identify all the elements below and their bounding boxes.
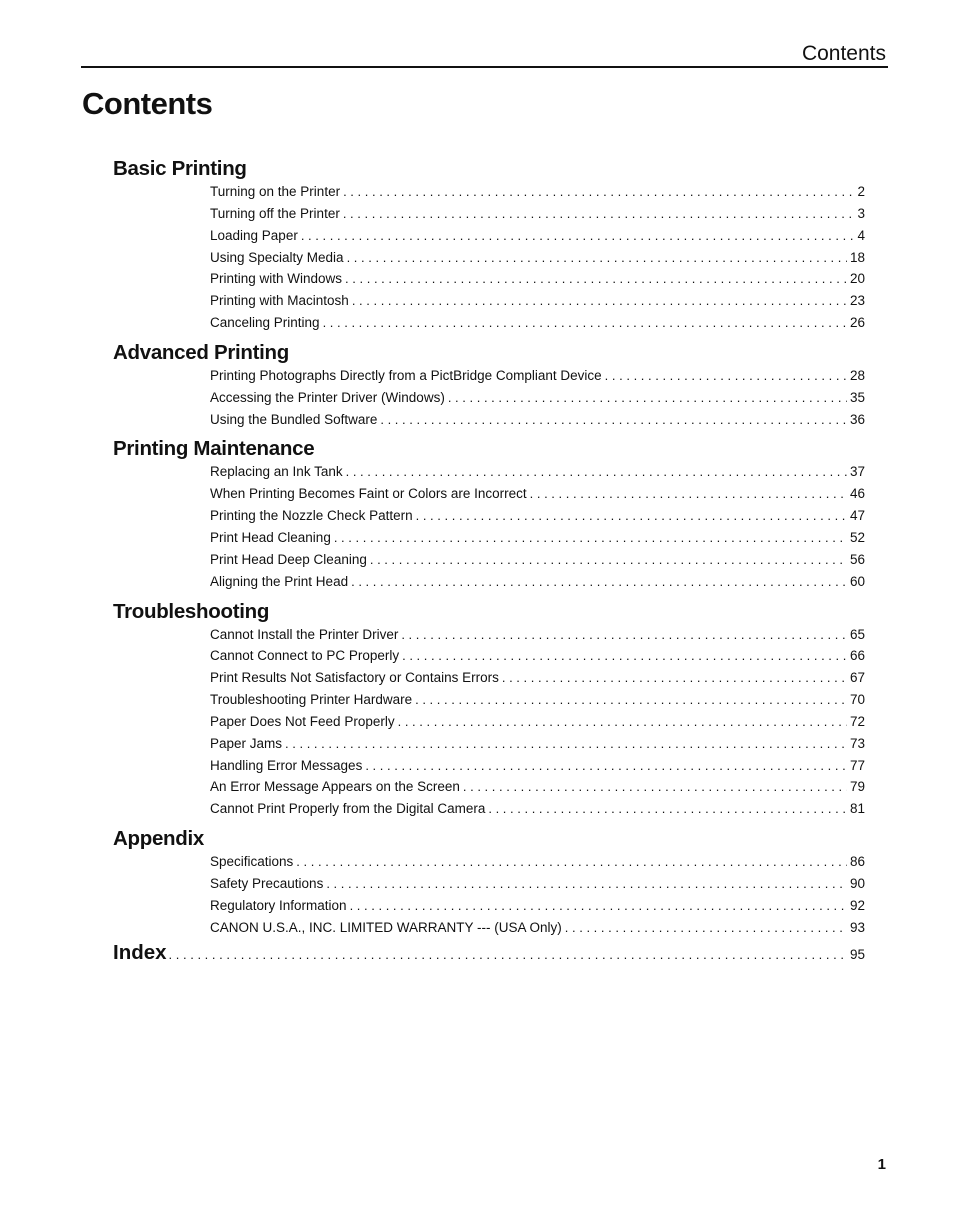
running-header: Contents	[801, 42, 886, 65]
entry-page-number: 52	[849, 529, 865, 545]
entry-label: Specifications	[210, 854, 294, 870]
toc-entry[interactable]	[210, 624, 865, 646]
index-page-number: 95	[849, 947, 865, 963]
entry-label: Cannot Connect to PC Properly	[210, 648, 400, 664]
dot-leader	[415, 689, 847, 711]
dot-leader	[401, 624, 847, 646]
dot-leader	[488, 798, 847, 820]
toc-entry[interactable]	[210, 755, 865, 777]
entry-label: Loading Paper	[210, 227, 298, 243]
toc-entry[interactable]	[210, 667, 865, 689]
section-title[interactable]: Basic Printing	[113, 157, 247, 180]
section-entries	[113, 461, 865, 592]
entry-label: Printing with Macintosh	[210, 293, 349, 309]
entry-page-number: 93	[849, 919, 865, 935]
entry-page-number: 37	[849, 464, 865, 480]
entry-page-number: 72	[849, 713, 865, 729]
entry-page-number: 92	[849, 897, 865, 913]
entry-page-number: 56	[849, 551, 865, 567]
entry-label: Safety Precautions	[210, 875, 324, 891]
entry-label: Print Head Cleaning	[210, 529, 331, 545]
toc-entry[interactable]	[210, 798, 865, 820]
toc-entry[interactable]	[210, 851, 865, 873]
page-title: Contents	[82, 86, 213, 121]
entry-label: Paper Does Not Feed Properly	[210, 713, 395, 729]
entry-label: Cannot Install the Printer Driver	[210, 626, 399, 642]
toc-entry[interactable]	[210, 527, 865, 549]
entry-label: Using the Bundled Software	[210, 411, 378, 427]
toc-entry[interactable]	[210, 549, 865, 571]
entry-page-number: 4	[857, 227, 865, 243]
header-rule	[81, 66, 888, 68]
dot-leader	[350, 895, 847, 917]
dot-leader	[365, 755, 847, 777]
dot-leader	[530, 483, 847, 505]
dot-leader	[370, 549, 847, 571]
toc-entry[interactable]	[210, 733, 865, 755]
entry-label: Handling Error Messages	[210, 757, 363, 773]
dot-leader	[402, 645, 847, 667]
section-title[interactable]: Troubleshooting	[113, 599, 270, 623]
toc-entry[interactable]	[210, 247, 865, 269]
entry-page-number: 79	[849, 779, 865, 795]
entry-label: Print Results Not Satisfactory or Contains Errors	[210, 670, 499, 686]
entry-page-number: 65	[849, 626, 865, 642]
entry-label: Accessing the Printer Driver (Windows)	[210, 389, 445, 405]
dot-leader	[169, 942, 847, 968]
dot-leader	[463, 776, 847, 798]
index-label: Index	[113, 941, 167, 965]
toc-entry[interactable]	[210, 895, 865, 917]
toc-entry[interactable]	[210, 365, 865, 387]
dot-leader	[346, 461, 847, 483]
dot-leader	[351, 571, 847, 593]
toc-entry[interactable]	[210, 711, 865, 733]
entry-page-number: 73	[849, 735, 865, 751]
toc-entry[interactable]	[210, 873, 865, 895]
dot-leader	[502, 667, 847, 689]
entry-page-number: 81	[849, 801, 865, 817]
entry-label: Paper Jams	[210, 735, 283, 751]
toc-entry[interactable]	[210, 268, 865, 290]
entry-label: An Error Message Appears on the Screen	[210, 779, 460, 795]
dot-leader	[285, 733, 847, 755]
entry-page-number: 86	[849, 854, 865, 870]
toc-entry[interactable]	[210, 571, 865, 593]
dot-leader	[301, 225, 855, 247]
entry-label: Turning off the Printer	[210, 205, 340, 221]
toc-section	[113, 599, 865, 821]
entry-label: Canceling Printing	[210, 315, 320, 331]
entry-page-number: 18	[849, 249, 865, 265]
dot-leader	[398, 711, 847, 733]
toc-section	[113, 436, 865, 592]
entry-label: Printing Photographs Directly from a PictBridge Compliant Device	[210, 367, 602, 383]
entry-label: Troubleshooting Printer Hardware	[210, 692, 413, 708]
toc-entry[interactable]	[210, 203, 865, 225]
entry-page-number: 47	[849, 508, 865, 524]
entry-page-number: 60	[849, 573, 865, 589]
toc-entry[interactable]	[210, 917, 865, 939]
entry-label: When Printing Becomes Faint or Colors are Incorrect	[210, 486, 527, 502]
entry-label: Printing with Windows	[210, 271, 343, 287]
toc-entry[interactable]	[210, 776, 865, 798]
toc-section	[113, 156, 865, 334]
toc-entry[interactable]	[210, 225, 865, 247]
dot-leader	[343, 181, 854, 203]
entry-page-number: 77	[849, 757, 865, 773]
entry-label: Using Specialty Media	[210, 249, 344, 265]
entry-label: Print Head Deep Cleaning	[210, 551, 367, 567]
entry-page-number: 20	[849, 271, 865, 287]
toc-section	[113, 826, 865, 938]
dot-leader	[296, 851, 847, 873]
entry-page-number: 26	[849, 315, 865, 331]
toc-entry[interactable]	[210, 387, 865, 409]
entry-label: Printing the Nozzle Check Pattern	[210, 508, 413, 524]
toc-entry[interactable]	[210, 483, 865, 505]
toc-sections	[113, 156, 865, 938]
entry-label: Aligning the Print Head	[210, 573, 349, 589]
dot-leader	[380, 409, 847, 431]
section-entries	[113, 181, 865, 334]
entry-page-number: 67	[849, 670, 865, 686]
toc-entry[interactable]	[210, 290, 865, 312]
entry-page-number: 3	[857, 205, 865, 221]
dot-leader	[565, 917, 847, 939]
toc-section	[113, 340, 865, 431]
section-title[interactable]: Appendix	[113, 827, 204, 851]
entry-page-number: 35	[849, 389, 865, 405]
entry-label: Regulatory Information	[210, 897, 347, 913]
toc-entry[interactable]	[210, 505, 865, 527]
toc-entry[interactable]	[210, 645, 865, 667]
section-title[interactable]: Advanced Printing	[113, 340, 290, 364]
dot-leader	[352, 290, 847, 312]
dot-leader	[334, 527, 847, 549]
page-number: 1	[877, 1156, 886, 1173]
entry-page-number: 28	[849, 367, 865, 383]
dot-leader	[345, 268, 847, 290]
entry-page-number: 46	[849, 486, 865, 502]
entry-label: Replacing an Ink Tank	[210, 464, 343, 480]
dot-leader	[326, 873, 847, 895]
section-title[interactable]: Printing Maintenance	[113, 437, 315, 461]
table-of-contents	[113, 156, 865, 966]
entry-label: Cannot Print Properly from the Digital Camera	[210, 801, 486, 817]
dot-leader	[323, 312, 847, 334]
toc-entry[interactable]	[210, 689, 865, 711]
toc-index-entry[interactable]	[113, 940, 865, 966]
entry-page-number: 23	[849, 293, 865, 309]
dot-leader	[605, 365, 847, 387]
section-entries	[113, 365, 865, 431]
toc-entry[interactable]	[210, 461, 865, 483]
toc-entry[interactable]	[210, 312, 865, 334]
dot-leader	[347, 247, 847, 269]
section-entries	[113, 851, 865, 938]
entry-page-number: 90	[849, 875, 865, 891]
entry-page-number: 2	[857, 184, 865, 199]
dot-leader	[448, 387, 847, 409]
toc-entry[interactable]	[210, 409, 865, 431]
dot-leader	[343, 203, 855, 225]
entry-label: CANON U.S.A., INC. LIMITED WARRANTY --- (USA Only)	[210, 919, 562, 935]
dot-leader	[416, 505, 847, 527]
entry-page-number: 36	[849, 411, 865, 427]
section-entries	[113, 624, 865, 821]
entry-page-number: 66	[849, 648, 865, 664]
toc-entry[interactable]	[210, 181, 865, 203]
entry-label: Turning on the Printer	[210, 184, 341, 199]
entry-page-number: 70	[849, 692, 865, 708]
